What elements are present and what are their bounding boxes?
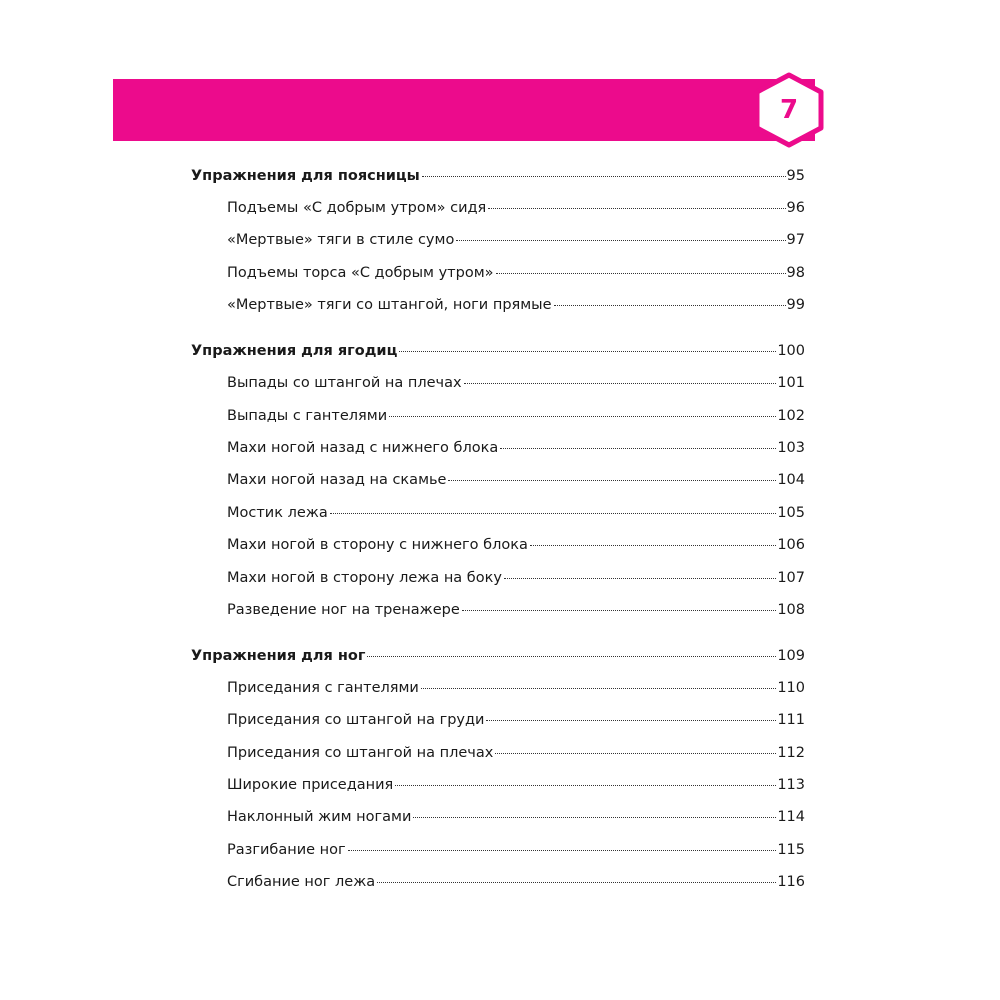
toc-item[interactable] [227, 437, 805, 459]
toc-section-title: Упражнения для ягодиц [191, 343, 398, 359]
toc-leader-dots [495, 753, 776, 754]
toc-leader-dots [462, 610, 777, 611]
toc-page-number: 104 [777, 472, 805, 488]
toc-item[interactable] [227, 709, 805, 731]
toc-page-number: 111 [777, 712, 805, 728]
toc-item-title: Приседания со штангой на плечах [227, 745, 494, 761]
toc-page-number: 113 [777, 777, 805, 793]
toc-leader-dots [448, 480, 776, 481]
toc-item-title: Махи ногой в сторону с нижнего блока [227, 537, 528, 553]
toc-leader-dots [389, 416, 776, 417]
toc-item-title: Приседания с гантелями [227, 680, 419, 696]
toc-leader-dots [395, 785, 776, 786]
toc-item-title: «Мертвые» тяги со штангой, ноги прямые [227, 297, 552, 313]
toc-page-number: 116 [777, 874, 805, 890]
toc-item-title: Наклонный жим ногами [227, 809, 412, 825]
toc-leader-dots [456, 240, 785, 241]
toc-page-number: 100 [777, 343, 805, 359]
toc-item-title: «Мертвые» тяги в стиле сумо [227, 232, 455, 248]
toc-page-number: 95 [786, 168, 805, 184]
toc-item[interactable] [227, 294, 805, 316]
toc-item-title: Мостик лежа [227, 505, 328, 521]
toc-item[interactable] [227, 372, 805, 394]
toc-item-title: Выпады с гантелями [227, 408, 388, 424]
toc-page-number: 101 [777, 375, 805, 391]
toc-leader-dots [330, 513, 777, 514]
toc-item-title: Широкие приседания [227, 777, 394, 793]
toc-leader-dots [348, 850, 777, 851]
toc-item-title: Махи ногой назад с нижнего блока [227, 440, 499, 456]
toc-leader-dots [500, 448, 776, 449]
toc-leader-dots [554, 305, 786, 306]
toc-page-number: 107 [777, 570, 805, 586]
toc-page-number: 99 [786, 297, 805, 313]
toc-item[interactable] [227, 197, 805, 219]
toc-item-title: Сгибание ног лежа [227, 874, 376, 890]
toc-leader-dots [421, 688, 776, 689]
toc-item-title: Подъемы торса «С добрым утром» [227, 265, 494, 281]
toc-page-number: 97 [786, 232, 805, 248]
toc-item[interactable] [227, 871, 805, 893]
toc-item[interactable] [227, 839, 805, 861]
toc-section-lower-back[interactable] [191, 165, 805, 187]
toc-page-number: 103 [777, 440, 805, 456]
toc-leader-dots [530, 545, 776, 546]
toc-item[interactable] [227, 774, 805, 796]
toc-item[interactable] [227, 806, 805, 828]
toc-item[interactable] [227, 567, 805, 589]
toc-item[interactable] [227, 229, 805, 251]
toc-leader-dots [488, 208, 785, 209]
toc-page-number: 114 [777, 809, 805, 825]
toc-section-title: Упражнения для ног [191, 648, 366, 664]
toc-item[interactable] [227, 599, 805, 621]
toc-page-number: 110 [777, 680, 805, 696]
toc-page-number: 96 [786, 200, 805, 216]
toc-page-number: 98 [786, 265, 805, 281]
toc-page-number: 109 [777, 648, 805, 664]
toc-leader-dots [399, 351, 776, 352]
toc-page-number: 102 [777, 408, 805, 424]
toc-leader-dots [496, 273, 786, 274]
toc-page-number: 105 [777, 505, 805, 521]
toc-leader-dots [486, 720, 776, 721]
toc-item[interactable] [227, 469, 805, 491]
toc-leader-dots [422, 176, 786, 177]
toc-section-legs[interactable] [191, 645, 805, 667]
toc-leader-dots [413, 817, 776, 818]
toc-section-glutes[interactable] [191, 340, 805, 362]
toc-item[interactable] [227, 262, 805, 284]
toc-item-title: Разгибание ног [227, 842, 346, 858]
toc-item[interactable] [227, 502, 805, 524]
toc-item-title: Махи ногой назад на скамье [227, 472, 447, 488]
toc-section-title: Упражнения для поясницы [191, 168, 420, 184]
toc-item-title: Выпады со штангой на плечах [227, 375, 462, 391]
chapter-number: 7 [779, 95, 799, 125]
toc-leader-dots [464, 383, 777, 384]
toc-item-title: Разведение ног на тренажере [227, 602, 460, 618]
toc-item-title: Махи ногой в сторону лежа на боку [227, 570, 502, 586]
toc-item[interactable] [227, 677, 805, 699]
toc-item-title: Подъемы «С добрым утром» сидя [227, 200, 487, 216]
toc-item[interactable] [227, 405, 805, 427]
toc-leader-dots [504, 578, 776, 579]
toc-leader-dots [377, 882, 776, 883]
toc-item-title: Приседания со штангой на груди [227, 712, 485, 728]
toc-item[interactable] [227, 742, 805, 764]
toc-page-number: 108 [777, 602, 805, 618]
toc-page-number: 115 [777, 842, 805, 858]
toc-item[interactable] [227, 534, 805, 556]
toc-page-number: 112 [777, 745, 805, 761]
toc-leader-dots [367, 656, 776, 657]
toc-page-number: 106 [777, 537, 805, 553]
